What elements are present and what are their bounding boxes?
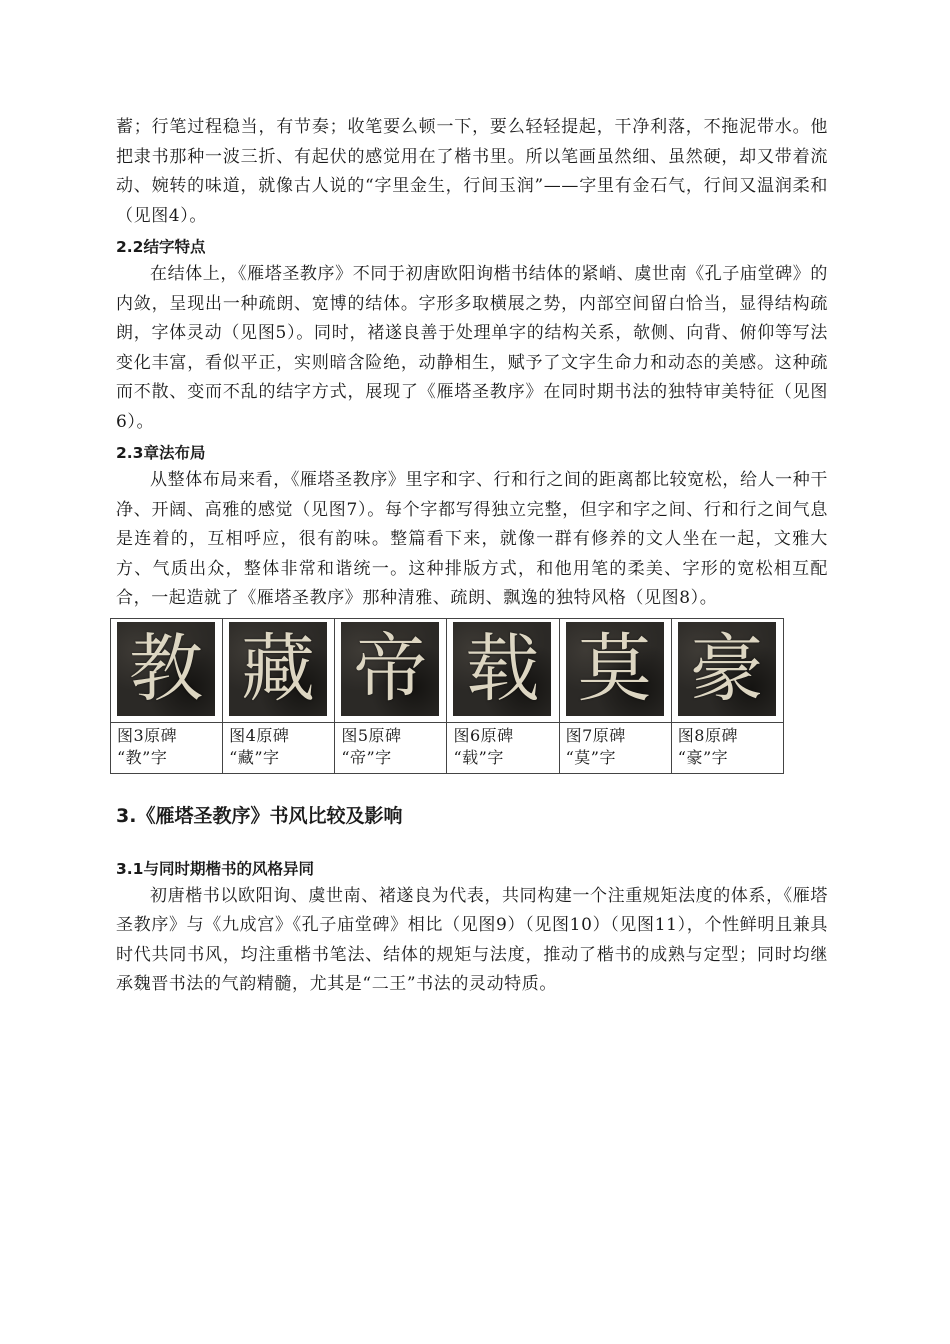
figure-caption-3 — [111, 722, 223, 773]
rubbing-glyph: 豪 — [689, 625, 764, 712]
figure-table — [110, 618, 784, 774]
figure-image-row — [111, 618, 784, 722]
figure-caption-8 — [671, 722, 783, 773]
rubbing-glyph: 教 — [129, 625, 203, 712]
rubbing-glyph: 莫 — [577, 625, 652, 712]
intro-paragraph: 蓄；行笔过程稳当，有节奏；收笔要么顿一下，要么轻轻提起，干净利落，不拖泥带水。他把隶书那种一波三折、有起伏的感觉用在了楷书里。所以笔画虽然细、虽然硬，却又带着流动、婉转的味道，就像古人说的“字里金生，行间玉润”——字里有金石气，行间又温润柔和（见图4）。 — [116, 117, 828, 226]
rubbing-image-7 — [566, 622, 664, 716]
figure-caption-7 — [559, 722, 671, 773]
figure-caption-5 — [335, 722, 447, 773]
caption-line: 图5原碑 — [341, 725, 402, 745]
rubbing-image-3 — [117, 622, 215, 716]
heading-2-2: 2.2结字特点 — [116, 238, 206, 256]
heading-2-3: 2.3章法布局 — [116, 444, 206, 462]
caption-line: 图3原碑 — [117, 725, 178, 745]
caption-line: 图6原碑 — [453, 725, 514, 745]
caption-line: “帝”字 — [341, 747, 392, 767]
caption-line: 图8原碑 — [677, 725, 738, 745]
paragraph-3-1: 初唐楷书以欧阳询、虞世南、褚遂良为代表，共同构建一个注重规矩法度的体系，《雁塔圣教序》与《九成宫》《孔子庙堂碑》相比（见图9）（见图10）（见图11），个性鲜明且兼具时代共同书风，均注重楷书笔法、结体的规矩与法度，推动了楷书的成熟与定型；同时均继承魏晋书法的气韵精髓，尤其是“二王”书法的灵动特质。 — [116, 885, 828, 994]
caption-line: 图4原碑 — [229, 725, 290, 745]
rubbing-glyph: 载 — [465, 625, 540, 712]
rubbing-glyph: 藏 — [241, 625, 316, 712]
caption-line: “藏”字 — [229, 747, 280, 767]
rubbing-image-8 — [678, 622, 776, 716]
figure-cell-6 — [447, 618, 559, 722]
caption-line: “载”字 — [453, 747, 504, 767]
figure-cell-3 — [111, 618, 223, 722]
rubbing-image-6 — [453, 622, 551, 716]
paragraph-2-3: 从整体布局来看，《雁塔圣教序》里字和字、行和行之间的距离都比较宽松，给人一种干净、开阔、高雅的感觉（见图7）。每个字都写得独立完整，但字和字之间、行和行之间气息是连着的，互相呼应，很有韵味。整篇看下来，就像一群有修养的文人坐在一起，文雅大方、气质出众，整体非常和谐统一。这种排版方式，和他用笔的柔美、字形的宽松相互配合，一起造就了《雁塔圣教序》那种清雅、疏朗、飘逸的独特风格（见图8）。 — [116, 470, 828, 608]
paragraph-2-2: 在结体上，《雁塔圣教序》不同于初唐欧阳询楷书结体的紧峭、虞世南《孔子庙堂碑》的内敛，呈现出一种疏朗、宽博的结体。字形多取横展之势，内部空间留白恰当，显得结构疏朗，字体灵动（见图5）。同时，褚遂良善于处理单字的结构关系，欹侧、向背、俯仰等写法变化丰富，看似平正，实则暗含险绝，动静相生，赋予了文字生命力和动态的美感。这种疏而不散、变而不乱的结字方式，展现了《雁塔圣教序》在同时期书法的独特审美特征（见图6）。 — [116, 264, 828, 432]
figure-cell-8 — [671, 618, 783, 722]
caption-line: 图7原碑 — [565, 725, 626, 745]
heading-3-1: 3.1与同时期楷书的风格异同 — [116, 859, 314, 878]
rubbing-image-4 — [229, 622, 327, 716]
figure-cell-7 — [559, 618, 671, 722]
caption-line: “莫”字 — [565, 747, 616, 767]
figure-caption-6 — [447, 722, 559, 773]
caption-line: “教”字 — [117, 747, 168, 767]
rubbing-image-5 — [341, 622, 439, 716]
figure-cell-4 — [223, 618, 335, 722]
caption-line: “豪”字 — [677, 747, 729, 767]
figure-caption-4 — [223, 722, 335, 773]
document-page — [116, 113, 828, 1000]
rubbing-glyph: 帝 — [353, 625, 428, 712]
heading-section-3: 3.《雁塔圣教序》书风比较及影响 — [116, 804, 403, 827]
figure-cell-5 — [335, 618, 447, 722]
figure-caption-row — [111, 722, 784, 773]
